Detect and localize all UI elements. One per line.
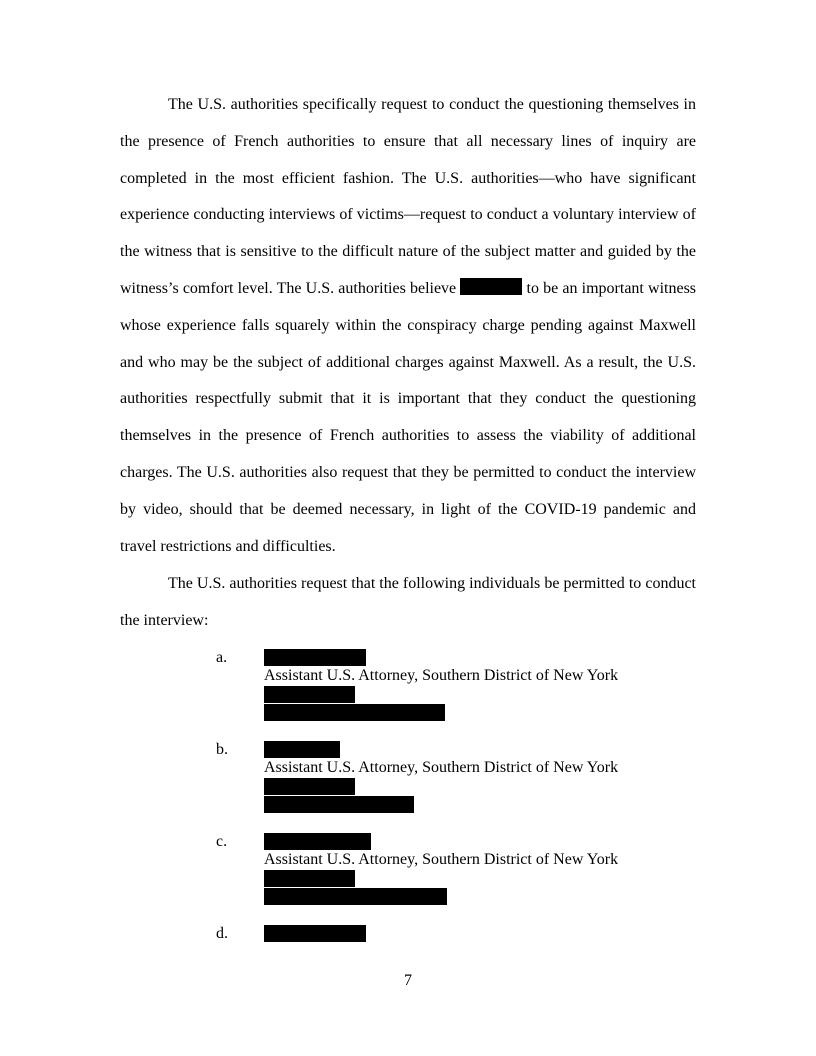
paragraph-text-part-1: The U.S. authorities specifically request to conduct the questioning themselves in the presence of French authorities to ensure that all necessary lines of inquiry are completed in the most efficient fashion. The U.S. authorities—who have significant experience conducting interviews of victims—request to conduct a voluntary interview of the witness that is sensitive to the difficult nature of the subject matter and guided by the witness’s comfort level. The U.S. authorities believe: [120, 96, 696, 297]
redaction-phone-a: [264, 686, 355, 703]
paragraph-text-part-2: to be an important witness whose experience falls squarely within the conspiracy charge pending against Maxwell and who may be the subject of additional charges against Maxwell. As a result, the U.S. authorities respectfully submit that it is important that they conduct the questioning themselves in the presence of French authorities to assess the viability of additional charges. The U.S. authorities also request that they be permitted to conduct the interview by video, should that be deemed necessary, in light of the COVID-19 pandemic and travel restrictions and difficulties.: [120, 279, 697, 555]
item-letter-a: a.: [216, 649, 228, 666]
paragraph-request-questioning: [120, 87, 696, 565]
item-letter-b: b.: [216, 741, 228, 758]
item-title-a: Assistant U.S. Attorney, Southern District of New York: [264, 667, 619, 684]
redaction-name-a: [264, 649, 366, 666]
redaction-name-c: [264, 833, 371, 850]
item-letter-d: d.: [216, 925, 228, 942]
item-title-c: Assistant U.S. Attorney, Southern District of New York: [264, 851, 619, 868]
redaction-witness-name: [460, 278, 522, 295]
redaction-phone-b: [264, 778, 355, 795]
paragraph-individuals-request: [120, 566, 696, 640]
item-title-b: Assistant U.S. Attorney, Southern District of New York: [264, 759, 619, 776]
paragraph-text: The U.S. authorities request that the following individuals be permitted to conduct the interview:: [120, 575, 696, 629]
redaction-email-b: [264, 796, 414, 813]
redaction-email-a: [264, 704, 445, 721]
redaction-name-d: [264, 925, 366, 942]
redaction-email-c: [264, 888, 447, 905]
item-letter-c: c.: [216, 833, 228, 850]
page-number: 7: [404, 972, 412, 989]
redaction-name-b: [264, 741, 340, 758]
redaction-phone-c: [264, 870, 355, 887]
